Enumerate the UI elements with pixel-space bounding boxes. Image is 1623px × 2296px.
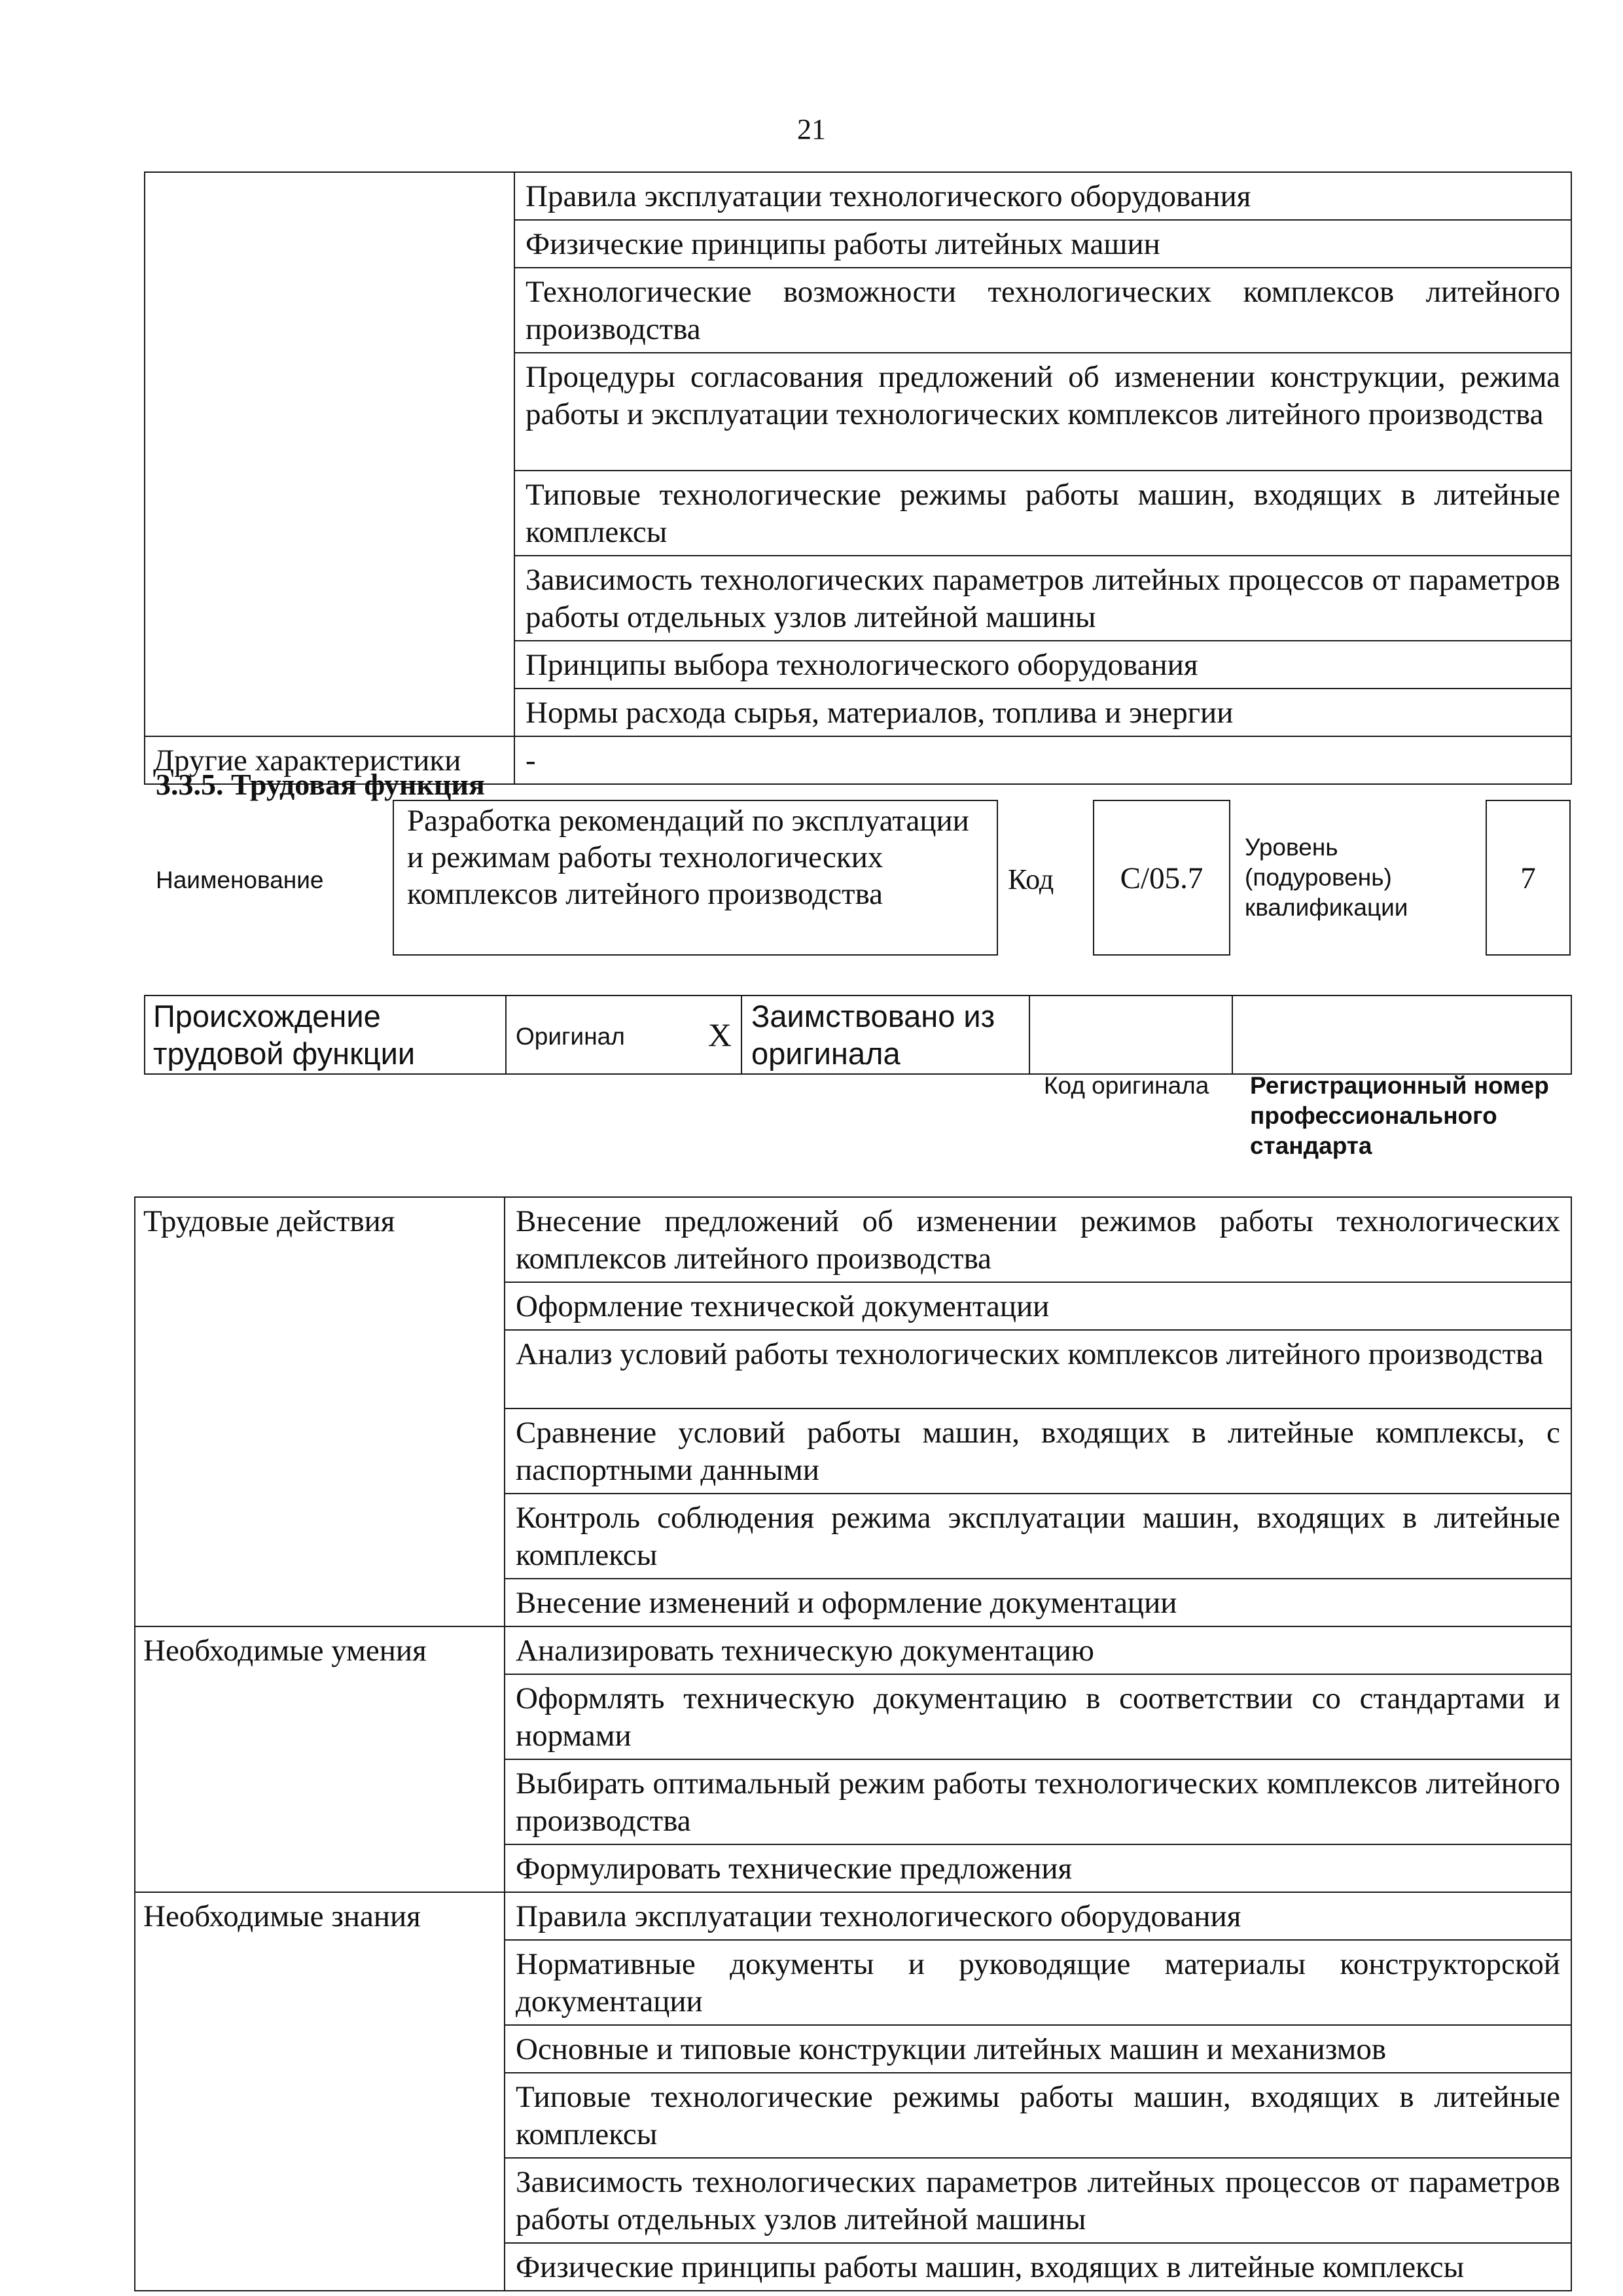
knowledge-label: Необходимые знания: [135, 1892, 505, 2291]
knowledge-item: Зависимость технологических параметров литейных процессов от параметров работы отдельных узлов литейной машины: [505, 2158, 1571, 2243]
origin-original-label: Оригинал: [516, 1022, 625, 1050]
page-number: 21: [797, 113, 826, 145]
skill-item: Анализировать техническую документацию: [505, 1626, 1571, 1674]
reg-number-caption: Регистрационный номер профессионального стандарта: [1250, 1072, 1549, 1159]
skill-item: Выбирать оптимальный режим работы технологических комплексов литейного производства: [505, 1759, 1571, 1844]
origin-borrowed-label: Заимствовано из оригинала: [741, 996, 1029, 1074]
name-value: Разработка рекомендаций по эксплуатации и режимам работы технологических комплексов литейного производства: [407, 804, 969, 911]
top-table-item: Правила эксплуатации технологического оборудования: [514, 172, 1571, 220]
origin-reg-cell: [1232, 996, 1571, 1074]
top-table-item: Процедуры согласования предложений об изменении конструкции, режима работы и эксплуатации технологических комплексов литейного производства: [514, 353, 1571, 471]
action-item: Внесение предложений об изменении режимов работы технологических комплексов литейного производства: [505, 1197, 1571, 1282]
origin-label: Происхождение трудовой функции: [145, 996, 506, 1074]
origin-original-mark: X: [707, 1016, 732, 1053]
level-label: Уровень (подуровень) квалификации: [1245, 834, 1408, 921]
section-heading: 3.3.5. Трудовая функция: [156, 768, 485, 801]
skill-item: Формулировать технические предложения: [505, 1844, 1571, 1892]
level-value: 7: [1520, 861, 1536, 895]
code-original-caption: Код оригинала: [1044, 1072, 1209, 1099]
top-table-item: Типовые технологические режимы работы машин, входящих в литейные комплексы: [514, 471, 1571, 556]
knowledge-item: Нормативные документы и руководящие материалы конструкторской документации: [505, 1940, 1571, 2025]
action-item: Оформление технической документации: [505, 1282, 1571, 1330]
top-table-empty-label-cell: [145, 172, 514, 736]
top-table-item: Технологические возможности технологических комплексов литейного производства: [514, 268, 1571, 353]
code-label: Код: [1008, 863, 1054, 895]
origin-original-cell: [506, 996, 741, 1074]
actions-label: Трудовые действия: [135, 1197, 505, 1626]
top-table-item: Зависимость технологических параметров литейных процессов от параметров работы отдельных узлов литейной машины: [514, 556, 1571, 641]
skills-label: Необходимые умения: [135, 1626, 505, 1892]
skill-item: Оформлять техническую документацию в соответствии со стандартами и нормами: [505, 1674, 1571, 1759]
action-item: Внесение изменений и оформление документации: [505, 1579, 1571, 1626]
top-table-item: Принципы выбора технологического оборудования: [514, 641, 1571, 689]
knowledge-item: Основные и типовые конструкции литейных машин и механизмов: [505, 2025, 1571, 2073]
top-table-item: Физические принципы работы литейных машин: [514, 220, 1571, 268]
function-details-table: [134, 1196, 1572, 2291]
action-item: Анализ условий работы технологических комплексов литейного производства: [505, 1330, 1571, 1408]
knowledge-item: Правила эксплуатации технологического оборудования: [505, 1892, 1571, 1940]
origin-code-cell: [1029, 996, 1232, 1074]
other-characteristics-value: -: [514, 736, 1571, 784]
origin-table: [144, 995, 1572, 1075]
top-knowledge-table: [144, 171, 1572, 785]
other-characteristics-label: Другие характеристики: [145, 736, 514, 784]
action-item: Контроль соблюдения режима эксплуатации машин, входящих в литейные комплексы: [505, 1494, 1571, 1579]
top-table-item: Нормы расхода сырья, материалов, топлива и энергии: [514, 689, 1571, 736]
knowledge-item: Физические принципы работы машин, входящих в литейные комплексы: [505, 2243, 1571, 2291]
code-value: C/05.7: [1120, 861, 1204, 895]
action-item: Сравнение условий работы машин, входящих в литейные комплексы, с паспортными данными: [505, 1408, 1571, 1494]
knowledge-item: Типовые технологические режимы работы машин, входящих в литейные комплексы: [505, 2073, 1571, 2158]
name-label: Наименование: [156, 867, 324, 893]
